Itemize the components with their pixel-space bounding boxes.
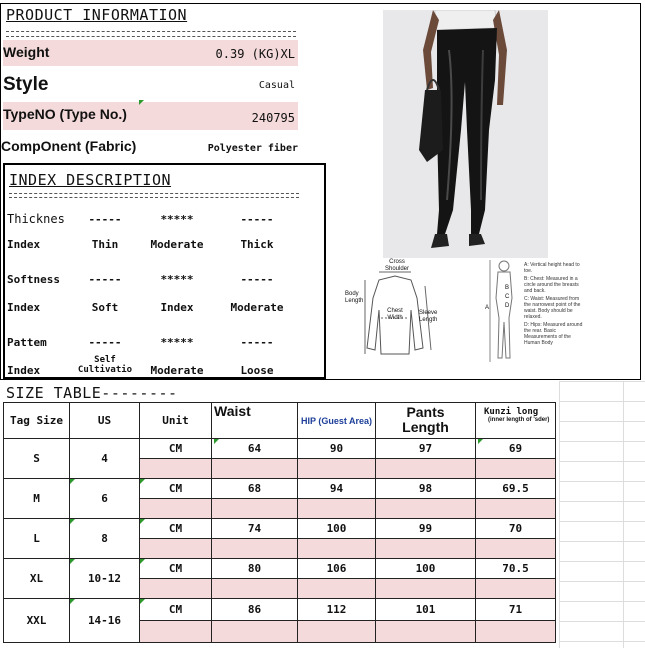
style-value: Casual (258, 80, 295, 91)
marker-c: C (505, 294, 510, 300)
tag-size-cell: S (4, 439, 70, 479)
inner-cell: 70 (476, 519, 556, 539)
cell-marker (214, 439, 219, 444)
inner-cell: 69.5 (476, 479, 556, 499)
component-value: Polyester fiber (207, 143, 298, 154)
blank-cell (212, 579, 298, 599)
sleeve-length-label: Sleeve Length (419, 310, 438, 323)
level: Moderate (150, 238, 204, 251)
mark: ----- (240, 213, 274, 226)
us-cell: 8 (70, 519, 140, 559)
kunzi-long-text: Kunzi long (484, 407, 539, 417)
tag-size-cell: XXL (4, 599, 70, 643)
blank-cell (376, 539, 476, 559)
us-cell: 6 (70, 479, 140, 519)
size-table (3, 402, 556, 643)
us-cell: 14-16 (70, 599, 140, 643)
spreadsheet-grid (559, 381, 645, 648)
index-description-title: INDEX DESCRIPTION (9, 171, 172, 189)
blank-cell (476, 539, 556, 559)
level: Soft (91, 301, 119, 314)
divider (9, 197, 299, 198)
divider (6, 31, 296, 32)
length-cell: 101 (376, 599, 476, 621)
blank-cell (298, 621, 376, 643)
header-pants-length (376, 403, 476, 439)
unit-cell: CM (140, 559, 212, 579)
waist-cell: 64 (212, 439, 298, 459)
blank-cell (298, 539, 376, 559)
level: Moderate (150, 364, 204, 377)
unit-cell: CM (140, 519, 212, 539)
inner-length-note: (inner length of 'sder) (488, 417, 550, 423)
weight-value: 0.39 (KG)XL (215, 47, 295, 61)
note-c: C: Waist: Measured from the narrowest point of the waist. Body should be relaxed. (524, 296, 581, 320)
marker-a: A (485, 305, 490, 311)
table-row (4, 479, 556, 499)
body-measurement-diagram (486, 258, 586, 368)
level: Index (160, 301, 194, 314)
mark: ***** (160, 213, 194, 226)
header-us: US (70, 403, 140, 439)
product-info-title: PRODUCT INFORMATION (6, 6, 188, 24)
cell-marker (140, 479, 145, 484)
cell-marker (140, 599, 145, 604)
mark: ----- (88, 273, 122, 286)
measurement-notes (524, 262, 586, 346)
blank-cell (376, 621, 476, 643)
tag-size-cell: M (4, 479, 70, 519)
index-description-box (3, 163, 326, 379)
length-cell: 99 (376, 519, 476, 539)
blank-cell (212, 539, 298, 559)
divider (9, 193, 299, 194)
blank-cell (376, 579, 476, 599)
type-no-value: 240795 (251, 111, 295, 125)
blank-cell (212, 621, 298, 643)
blank-cell (476, 621, 556, 643)
us-cell: 10-12 (70, 559, 140, 599)
mark: ***** (160, 273, 194, 286)
blank-cell (140, 579, 212, 599)
cell-marker (70, 479, 75, 484)
product-photo (383, 10, 548, 258)
level: Thick (240, 238, 274, 251)
tag-size-cell: L (4, 519, 70, 559)
index-label: Index (7, 364, 41, 377)
header-unit: Unit (140, 403, 212, 439)
type-no-label: TypeNO (Type No.) (3, 106, 127, 122)
blank-cell (376, 459, 476, 479)
cell-marker (140, 519, 145, 524)
cell-marker (140, 559, 145, 564)
blank-cell (376, 499, 476, 519)
unit-cell: CM (140, 599, 212, 621)
waist-cell: 86 (212, 599, 298, 621)
mark: ----- (240, 273, 274, 286)
type-no-row (3, 102, 298, 130)
blank-cell (476, 499, 556, 519)
unit-cell: CM (140, 439, 212, 459)
shirt-measurement-diagram (345, 258, 445, 368)
style-row (3, 74, 298, 100)
tag-size-cell: XL (4, 559, 70, 599)
weight-row (3, 40, 298, 66)
blank-cell (298, 579, 376, 599)
table-row (4, 439, 556, 459)
length-cell: 97 (376, 439, 476, 459)
blank-cell (212, 499, 298, 519)
header-tag-size: Tag Size (4, 403, 70, 439)
header-inner-length (476, 403, 556, 439)
header-hip: HIP (Guest Area) (298, 403, 376, 439)
hip-cell: 112 (298, 599, 376, 621)
hip-cell: 106 (298, 559, 376, 579)
thickness-label: Thicknes (7, 212, 65, 226)
divider (6, 36, 296, 37)
blank-cell (476, 459, 556, 479)
model-leggings-image (383, 10, 548, 258)
waist-cell: 74 (212, 519, 298, 539)
cross-shoulder-label: Cross Shoulder (384, 259, 410, 272)
style-label: Style (3, 74, 49, 95)
cell-marker (70, 559, 75, 564)
header-waist (212, 403, 298, 439)
softness-label: Softness (7, 273, 60, 286)
hip-cell: 94 (298, 479, 376, 499)
cell-marker (70, 599, 75, 604)
index-label: Index (7, 238, 41, 251)
note-d: D: Hips: Measured around the rear. Basic Measurements of the Human Body (524, 322, 583, 346)
blank-cell (298, 499, 376, 519)
mark: ***** (160, 336, 194, 349)
body-figure-icon (486, 258, 522, 368)
inner-cell: 70.5 (476, 559, 556, 579)
level: Thin (91, 238, 119, 251)
table-row (4, 519, 556, 539)
mark: ----- (240, 336, 274, 349)
waist-header-text: Waist (214, 403, 251, 419)
cell-marker (478, 439, 483, 444)
inner-cell: 69 (476, 439, 556, 459)
pants-length-text: Pants Length (402, 404, 449, 435)
blank-cell (140, 621, 212, 643)
cell-marker (70, 519, 75, 524)
blank-cell (212, 459, 298, 479)
pattern-label: Pattem (7, 336, 47, 349)
cell-marker (139, 100, 144, 105)
blank-cell (140, 459, 212, 479)
note-a: A: Vertical height head to toe. (524, 262, 580, 274)
note-b: B: Chest: Measured in a circle around the breasts and back. (524, 276, 579, 294)
us-cell: 4 (70, 439, 140, 479)
blank-cell (140, 539, 212, 559)
level: Self Cultivatio (77, 355, 133, 375)
length-cell: 98 (376, 479, 476, 499)
length-cell: 100 (376, 559, 476, 579)
index-label: Index (7, 301, 41, 314)
inner-cell: 71 (476, 599, 556, 621)
level: Moderate (230, 301, 284, 314)
waist-cell: 80 (212, 559, 298, 579)
weight-label: Weight (3, 44, 50, 60)
table-header-row (4, 403, 556, 439)
body-length-label: Body Length (345, 291, 364, 304)
marker-b: B (505, 285, 510, 291)
size-table-title: SIZE TABLE-------- (6, 384, 178, 402)
mark: ----- (88, 336, 122, 349)
hip-cell: 100 (298, 519, 376, 539)
hip-cell: 90 (298, 439, 376, 459)
chest-width-label: Chest Width (387, 308, 403, 321)
blank-cell (476, 579, 556, 599)
component-label: CompOnent (Fabric) (1, 138, 137, 154)
blank-cell (140, 499, 212, 519)
blank-cell (298, 459, 376, 479)
component-row (1, 138, 298, 158)
waist-cell: 68 (212, 479, 298, 499)
table-row (4, 559, 556, 579)
unit-cell: CM (140, 479, 212, 499)
table-row (4, 599, 556, 621)
mark: ----- (88, 213, 122, 226)
level: Loose (240, 364, 274, 377)
marker-d: D (505, 303, 510, 309)
